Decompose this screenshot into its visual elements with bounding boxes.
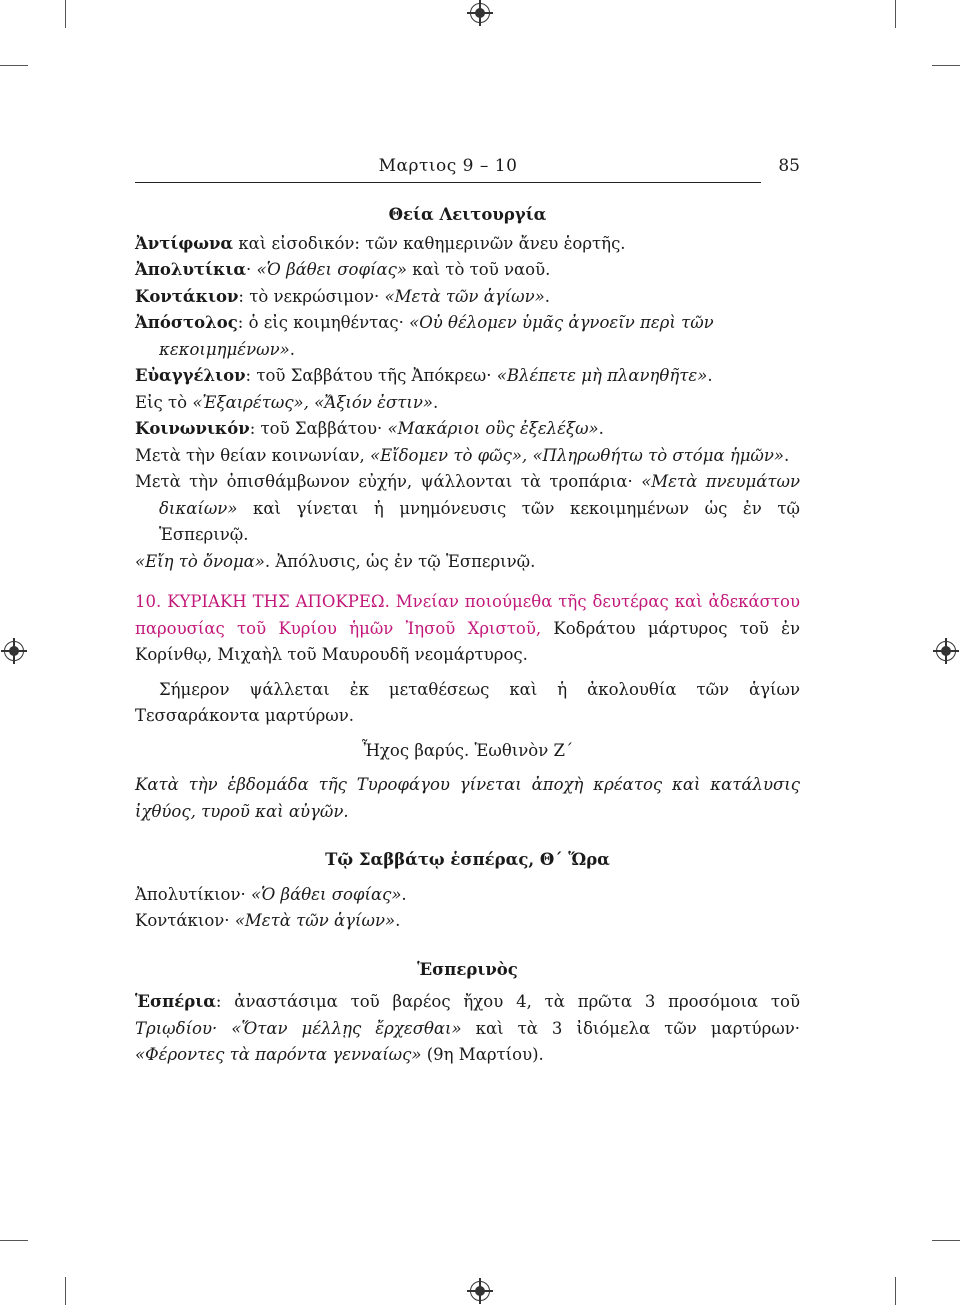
liturgy-line: «Εἴη τὸ ὄνομα». Ἀπόλυσις, ὡς ἐν τῷ Ἑσπερινῷ. xyxy=(135,551,536,571)
vespers-paragraph: Ἑσπέρια: ἀναστάσιμα τοῦ βαρέος ἤχου 4, τὰ πρῶτα 3 προσόμοια τοῦ Τριῳδίου· «Ὅταν μέλλῃς ἔρχεσθαι» καὶ τὰ 3 ἰδιόμελα τῶν μαρτύρων· «Φέροντες τὰ παρόντα γενναίως» (9η Μαρτίου). xyxy=(135,992,800,1064)
crop-mark xyxy=(65,0,66,28)
saturday-heading: Τῷ Σαββάτῳ ἑσπέρας, Θ´ Ὥρα xyxy=(325,850,610,869)
registration-mark-icon xyxy=(470,3,490,23)
crop-mark xyxy=(65,1277,66,1305)
liturgy-line: Κοινωνικόν: τοῦ Σαββάτου· «Μακάριοι οὓς ἐξελέξω». xyxy=(135,419,604,438)
header-rule xyxy=(135,182,761,183)
week-note: Κατὰ τὴν ἑβδομάδα τῆς Τυροφάγου γίνεται ἀποχὴ κρέατος καὶ κατάλυσις ἰχθύος, τυροῦ καὶ αὐγῶν. xyxy=(135,775,800,821)
echos-line: Ἦχος βαρύς. Ἑωθινὸν Ζ´ xyxy=(361,740,574,760)
vespers-heading: Ἑσπερινὸς xyxy=(417,959,518,979)
liturgy-line: Ἀπολυτίκια· «Ὁ βάθει σοφίας» καὶ τὸ τοῦ ναοῦ. xyxy=(135,260,551,279)
crop-mark xyxy=(932,65,960,66)
registration-mark-icon xyxy=(4,641,24,661)
liturgy-line: Ἀντίφωνα καὶ εἰσοδικόν: τῶν καθημερινῶν ἄνευ ἑορτῆς. xyxy=(135,233,626,253)
liturgy-line: Μετὰ τὴν ὀπισθάμβωνον εὐχήν, ψάλλονται τὰ τροπάρια· «Μετὰ πνευμάτων δικαίων» καὶ γίνεται ἡ μνημόνευσις τῶν κεκοιμημένων ὡς ἐν τῷ Ἑσπερινῷ. xyxy=(135,472,800,544)
registration-mark-icon xyxy=(936,641,956,661)
registration-mark-icon xyxy=(470,1281,490,1301)
feast-paragraph: 10. ΚΥΡΙΑΚΗ ΤΗΣ ΑΠΟΚΡΕΩ. Μνείαν ποιούμεθα τῆς δευτέρας καὶ ἀδεκάστου παρουσίας τοῦ Κυρίου ἡμῶν Ἰησοῦ Χριστοῦ, Κοδράτου μάρτυρος τοῦ ἐν Κορίνθῳ, Μιχαὴλ τοῦ Μαυρουδῆ νεομάρτυρος. xyxy=(135,592,800,664)
liturgy-line: Μετὰ τὴν θείαν κοινωνίαν, «Εἴδομεν τὸ φῶς», «Πληρωθήτω τὸ στόμα ἡμῶν». xyxy=(135,445,790,465)
crop-mark xyxy=(0,1240,28,1241)
liturgy-line: Εἰς τὸ «Ἐξαιρέτως», «Ἄξιόν ἐστιν». xyxy=(135,392,439,412)
section-heading: Θεία Λειτουργία xyxy=(388,205,547,224)
saturday-line: Κοντάκιον· «Μετὰ τῶν ἁγίων». xyxy=(135,911,401,930)
saturday-line: Ἀπολυτίκιον· «Ὁ βάθει σοφίας». xyxy=(135,884,407,904)
liturgy-line: Ἀπόστολος: ὁ εἰς κοιμηθέντας· «Οὐ θέλομεν ὑμᾶς ἀγνοεῖν περὶ τῶν κεκοιμημένων». xyxy=(135,313,714,359)
crop-mark xyxy=(932,1240,960,1241)
crop-mark xyxy=(895,1277,896,1305)
liturgy-line: Εὐαγγέλιον: τοῦ Σαββάτου τῆς Ἀπόκρεω· «Βλέπετε μὴ πλανηθῆτε». xyxy=(135,366,713,385)
running-head-title: Μαρτιος 9 – 10 xyxy=(378,156,518,176)
today-note: Σήμερον ψάλλεται ἐκ μεταθέσεως καὶ ἡ ἀκολουθία τῶν ἁγίων Τεσσαράκοντα μαρτύρων. xyxy=(135,679,800,725)
crop-mark xyxy=(0,65,28,66)
feast-commemoration: Μνείαν ποιούμεθα τῆς δευτέρας καὶ ἀδεκάστου παρουσίας τοῦ Κυρίου ἡμῶν Ἰησοῦ Χριστοῦ, xyxy=(135,592,800,638)
feast-number: 10. xyxy=(135,592,162,611)
liturgy-line: Κοντάκιον: τὸ νεκρώσιμον· «Μετὰ τῶν ἁγίων». xyxy=(135,286,551,306)
page-body xyxy=(135,200,800,1069)
feast-title: ΚΥΡΙΑΚΗ ΤΗΣ ΑΠΟΚΡΕΩ. xyxy=(167,592,390,611)
page-number: 85 xyxy=(778,156,800,176)
crop-mark xyxy=(895,0,896,28)
running-head xyxy=(135,156,800,180)
